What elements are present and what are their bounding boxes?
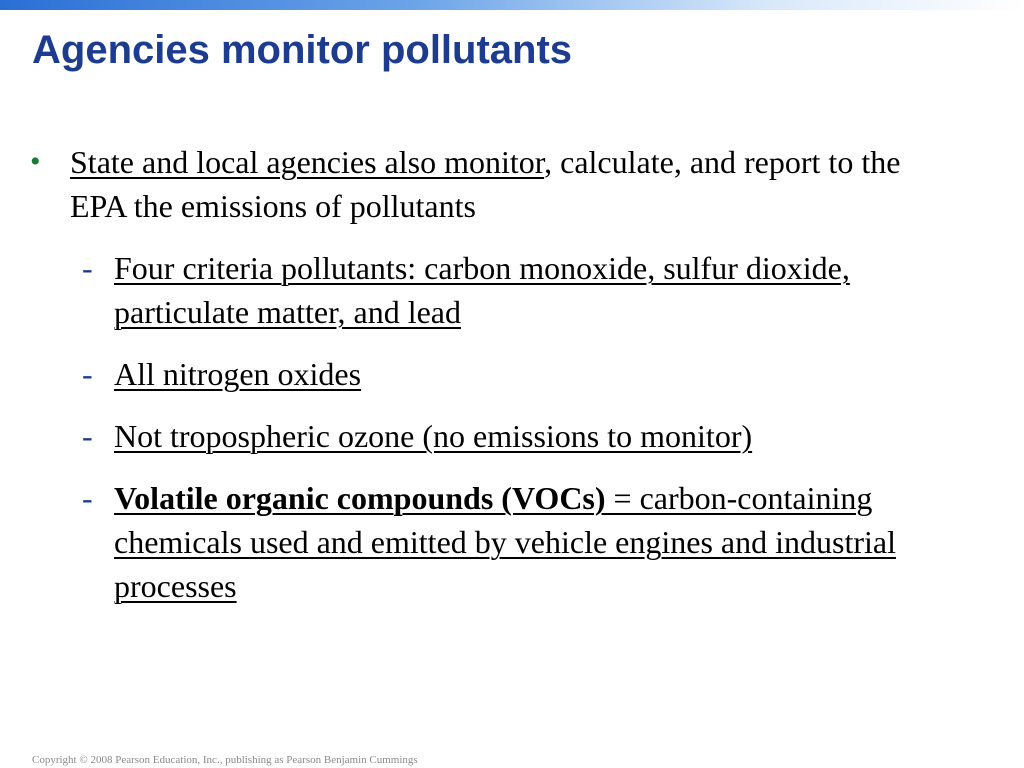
bullet-item (30, 140, 930, 228)
sub-item-marker: - (82, 418, 93, 454)
copyright-footer: Copyright © 2008 Pearson Education, Inc., publishing as Pearson Benjamin Cummings (32, 754, 418, 766)
sub-item-text: Four criteria pollutants: carbon monoxide, sulfur dioxide, particulate matter, and lead (114, 250, 850, 330)
sub-item-marker: - (82, 250, 93, 286)
sub-item (82, 476, 930, 608)
sub-item (82, 414, 930, 458)
sub-item-marker: - (82, 480, 93, 516)
slide-title: Agencies monitor pollutants (32, 28, 573, 72)
sub-item (82, 352, 930, 396)
sub-item-text: Not tropospheric ozone (no emissions to monitor) (114, 418, 753, 454)
bullet-text-rest: , calculate, and report to the EPA the emissions of pollutants (70, 144, 901, 224)
sub-item-text (114, 476, 930, 608)
bullet-marker: • (30, 145, 41, 178)
bullet-text-underlined: State and local agencies also monitor (70, 144, 545, 180)
sub-item (82, 246, 930, 334)
voc-definition: = carbon-containing chemicals used and emitted by vehicle engines and industrial processes (114, 480, 896, 604)
sub-item-text: All nitrogen oxides (114, 356, 362, 392)
voc-term: Volatile organic compounds (VOCs) (114, 480, 606, 516)
top-accent-band (0, 0, 1024, 10)
bullet-text (70, 140, 930, 228)
sub-item-marker: - (82, 356, 93, 392)
slide-content (30, 140, 930, 608)
